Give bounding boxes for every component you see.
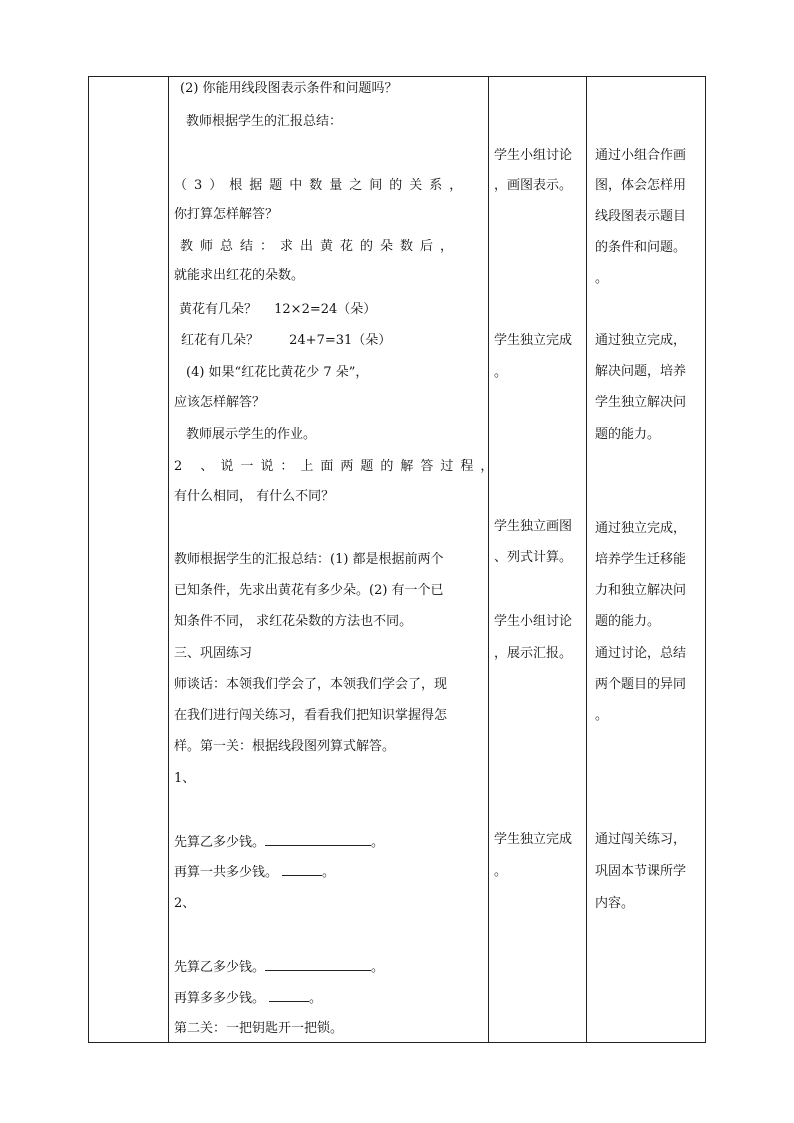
exercise-prompt: 再算一共多少钱。	[174, 865, 279, 880]
exercise-question	[174, 834, 384, 851]
activity-line: 学生独立完成	[494, 333, 573, 348]
activity-line: 学生独立完成	[494, 832, 573, 847]
content-line: 红花有几朵？ 24+7=31（朵）	[181, 333, 392, 348]
content-line: （3）根据题中数量之间的关系，	[174, 178, 470, 193]
answer-blank[interactable]	[265, 834, 371, 846]
intent-line: 。	[595, 271, 609, 286]
content-line: 2 、说一说：上面两题的解答过程，	[174, 459, 501, 474]
content-line: 黄花有几朵？ 12×2=24（朵）	[179, 302, 377, 317]
intent-line: 通过独立完成，	[595, 333, 687, 348]
content-line: 样。第一关：根据线段图列算式解答。	[174, 739, 396, 754]
activity-line: 学生小组讨论	[494, 614, 573, 629]
intent-line: 通过闯关练习，	[595, 832, 687, 847]
content-line: 教师展示学生的作业。	[186, 427, 317, 442]
activity-line: 、列式计算。	[494, 550, 573, 565]
content-line: 已知条件，先求出黄花有多少朵。(2) 有一个已	[174, 583, 444, 598]
intent-line: 内容。	[595, 896, 635, 911]
intent-line: 线段图表示题目	[595, 209, 687, 224]
content-line: 第二关：一把钥匙开一把锁。	[174, 1021, 344, 1036]
exercise-question	[174, 990, 322, 1007]
intent-line: 题的能力。	[595, 614, 661, 629]
activity-line: 。	[494, 864, 508, 879]
exercise-prompt: 先算乙多少钱。	[174, 835, 266, 850]
intent-line: 通过讨论，总结	[595, 646, 687, 661]
content-line: 知条件不同， 求红花朵数的方法也不同。	[174, 614, 413, 629]
intent-line: 巩固本节课所学	[595, 864, 687, 879]
exercise-prompt: 先算乙多少钱。	[174, 960, 266, 975]
content-line: 你打算怎样解答？	[174, 207, 279, 222]
punctuation: 。	[322, 865, 336, 880]
activity-line: 学生小组讨论	[494, 148, 573, 163]
activity-line: 。	[494, 365, 508, 380]
exercise-number: 2、	[174, 896, 196, 911]
content-line: 教师根据学生的汇报总结：(1) 都是根据前两个	[174, 552, 444, 567]
intent-line: 力和独立解决问	[595, 583, 687, 598]
content-line: 教师根据学生的汇报总结：	[186, 114, 343, 129]
intent-line: 解决问题，培养	[595, 364, 687, 379]
exercise-number: 1、	[174, 771, 196, 786]
intent-line: 通过小组合作画	[595, 148, 687, 163]
intent-line: 培养学生迁移能	[595, 552, 687, 567]
section-heading: 三、巩固练习	[174, 646, 253, 661]
answer-blank[interactable]	[282, 864, 322, 876]
punctuation: 。	[371, 960, 385, 975]
intent-line: 。	[595, 708, 609, 723]
activity-line: ，展示汇报。	[494, 646, 573, 661]
exercise-prompt: 再算多多少钱。	[174, 991, 266, 1006]
activity-line: ，画图表示。	[494, 178, 573, 193]
intent-line: 的条件和问题。	[595, 240, 687, 255]
exercise-question	[174, 864, 335, 881]
column-divider	[488, 77, 489, 1042]
column-divider	[586, 77, 587, 1042]
intent-line: 两个题目的异同	[595, 677, 687, 692]
content-line: (4) 如果“红花比黄花少 7 朵”，	[186, 365, 369, 380]
activity-line: 学生独立画图	[494, 519, 573, 534]
content-line: 有什么相同， 有什么不同？	[174, 489, 335, 504]
punctuation: 。	[309, 991, 323, 1006]
content-line: (2) 你能用线段图表示条件和问题吗？	[180, 81, 398, 96]
content-line: 应该怎样解答？	[174, 395, 266, 410]
column-divider	[168, 77, 169, 1042]
answer-blank[interactable]	[265, 959, 371, 971]
content-line: 在我们进行闯关练习，看看我们把知识掌握得怎	[174, 708, 448, 723]
intent-line: 学生独立解决问	[595, 395, 687, 410]
content-line: 就能求出红花的朵数。	[174, 268, 305, 283]
punctuation: 。	[371, 835, 385, 850]
intent-line: 通过独立完成，	[595, 521, 687, 536]
exercise-question	[174, 959, 384, 976]
intent-line: 图，体会怎样用	[595, 178, 687, 193]
answer-blank[interactable]	[269, 990, 309, 1002]
intent-line: 题的能力。	[595, 427, 661, 442]
content-line: 教师总结：求出黄花的朵数后，	[180, 239, 461, 254]
content-line: 师谈话：本领我们学会了，本领我们学会了，现	[174, 677, 448, 692]
